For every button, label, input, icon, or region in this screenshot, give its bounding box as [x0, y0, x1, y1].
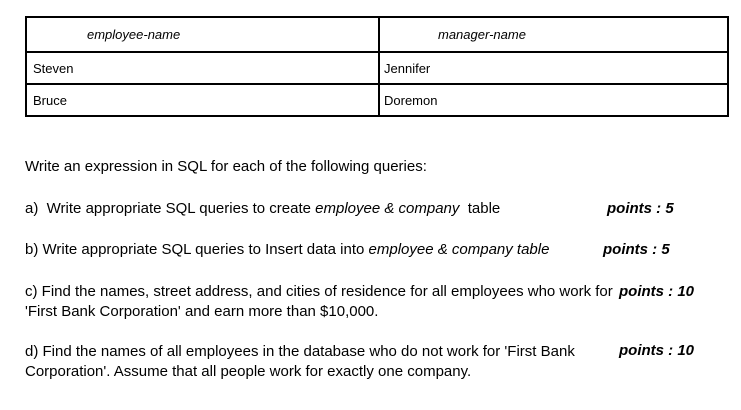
header-manager-name: manager-name [379, 17, 728, 52]
table-row [26, 52, 728, 84]
table-cell: Bruce [26, 84, 379, 116]
question-b-italic: employee & company table [368, 241, 550, 258]
question-a [25, 199, 625, 219]
question-a-italic: employee & company [315, 200, 460, 217]
instructions-text: Write an expression in SQL for each of the following queries: [25, 158, 427, 175]
points-d: points : 10 [619, 342, 695, 359]
question-d-line1: d) Find the names of all employees in the database who do not work for 'First Bank [25, 343, 575, 360]
points-c: points : 10 [619, 283, 695, 300]
table-row [26, 84, 728, 116]
question-a-text: a) Write appropriate SQL queries to create [25, 200, 316, 217]
question-d-line2: Corporation'. Assume that all people work for exactly one company. [25, 363, 472, 380]
points-b: points : 5 [603, 241, 670, 258]
table-cell: Jennifer [379, 52, 728, 84]
question-b-text: b) Write appropriate SQL queries to Insert data into [25, 241, 369, 258]
question-a-suffix: table [459, 200, 501, 217]
question-d [25, 342, 625, 382]
question-b [25, 240, 625, 260]
question-c [25, 282, 625, 322]
header-employee-name: employee-name [26, 17, 379, 52]
table-header-row [26, 17, 728, 52]
table-cell: Steven [26, 52, 379, 84]
table-cell: Doremon [379, 84, 728, 116]
question-c-line2: 'First Bank Corporation' and earn more than $10,000. [25, 303, 379, 320]
employee-manager-table [25, 16, 729, 117]
points-a: points : 5 [607, 200, 674, 217]
question-c-line1: c) Find the names, street address, and cities of residence for all employees who work for [25, 283, 613, 300]
